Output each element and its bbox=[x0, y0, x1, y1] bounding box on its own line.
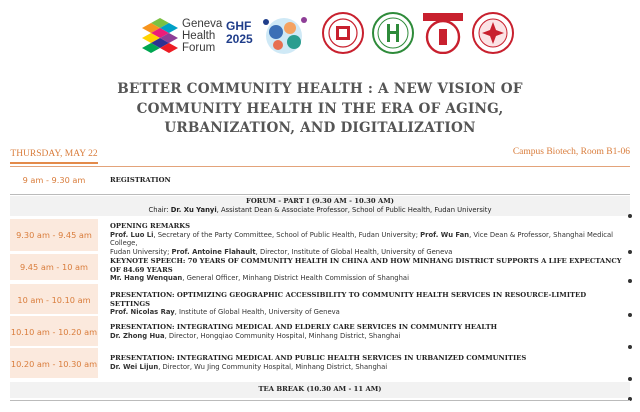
session-title: PRESENTATION: INTEGRATING MEDICAL AND PUBLIC HEALTH SERVICES IN URBANIZED COMMUNITIES bbox=[110, 354, 527, 362]
shanghai-medical-college-seal-icon bbox=[422, 12, 464, 54]
session-presentation-2 bbox=[10, 316, 630, 346]
tea-break-label: TEA BREAK (10.30 AM - 11 AM) bbox=[258, 385, 382, 393]
session-time: 9.30 am - 9.45 am bbox=[16, 230, 92, 240]
row-end-marker bbox=[628, 377, 632, 381]
tea-break-row bbox=[10, 382, 630, 400]
session-title: OPENING REMARKS bbox=[110, 222, 191, 230]
session-time: 10.10 am - 10.20 am bbox=[10, 327, 98, 337]
session-content bbox=[110, 222, 626, 256]
session-time: 10 am - 10.10 am bbox=[17, 295, 91, 305]
session-title: PRESENTATION: INTEGRATING MEDICAL AND ELDERLY CARE SERVICES IN COMMUNITY HEALTH bbox=[110, 323, 498, 331]
divider bbox=[10, 400, 630, 401]
session-content bbox=[110, 257, 626, 283]
session-registration bbox=[10, 168, 630, 190]
session-title: PRESENTATION: OPTIMIZING GEOGRAPHIC ACCESSIBILITY TO COMMUNITY HEALTH SERVICES IN RESOURCE-LIMITED SETTINGS bbox=[110, 291, 587, 308]
geneva-health-forum-logo bbox=[140, 16, 180, 56]
day-header bbox=[10, 146, 630, 166]
session-speaker: Dr. Wei Lijun, Director, Wu Jing Community Hospital, Minhang District, Shanghai bbox=[110, 362, 388, 371]
session-content bbox=[110, 176, 626, 185]
page-title bbox=[0, 80, 640, 139]
fudan-university-seal-icon bbox=[322, 12, 364, 54]
session-keynote bbox=[10, 254, 630, 283]
session-content bbox=[110, 354, 626, 371]
session-title: KEYNOTE SPEECH: 70 YEARS OF COMMUNITY HEALTH IN CHINA AND HOW MINHANG DISTRICT SUPPORTS A LIFE EXPECTANCY OF 84.69 YEARS bbox=[110, 257, 622, 274]
divider bbox=[10, 166, 630, 167]
session-speaker: Mr. Hang Wenquan, General Officer, Minhang District Health Commission of Shanghai bbox=[110, 274, 409, 283]
forum-banner bbox=[10, 196, 630, 216]
logo-bar bbox=[0, 10, 640, 62]
forum-part-header bbox=[10, 196, 630, 216]
session-speakers: Prof. Luo Li, Secretary of the Party Committee, School of Public Health, Fudan University; Prof. Wu Fan, Vice Dean & Professor, Shanghai Medical College, bbox=[110, 230, 614, 248]
session-time: 9.45 am - 10 am bbox=[20, 262, 88, 272]
session-presentation-3 bbox=[10, 348, 630, 378]
session-speaker: Dr. Zhong Hua, Director, Hongqiao Community Hospital, Minhang District, Shanghai bbox=[110, 331, 401, 340]
ghf-wordmark: Geneva Health Forum bbox=[182, 18, 223, 54]
title-line: BETTER COMMUNITY HEALTH : A NEW VISION OF bbox=[117, 81, 523, 97]
session-speakers-cont: Fudan University; Prof. Antoine Flahault, Director, Institute of Global Health, University of Geneva bbox=[110, 247, 453, 256]
session-opening-remarks bbox=[10, 219, 630, 256]
session-speaker: Prof. Nicolas Ray, Institute of Global Health, University of Geneva bbox=[110, 308, 340, 317]
venue-label: Campus Biotech, Room B1-06 bbox=[512, 147, 630, 157]
session-presentation-1 bbox=[10, 284, 630, 317]
ghf-2025-label: GHF 2025 bbox=[226, 19, 253, 46]
forum-chair: Chair: Dr. Xu Yanyi, Assistant Dean & Associate Professor, School of Public Health, Fudan University bbox=[148, 205, 492, 214]
ghf-illustration-icon bbox=[254, 12, 312, 58]
session-content bbox=[110, 323, 626, 340]
public-health-institute-seal-icon bbox=[372, 12, 414, 54]
divider bbox=[10, 194, 630, 195]
university-of-geneva-seal-icon bbox=[472, 12, 514, 54]
session-time: 9 am - 9.30 am bbox=[22, 175, 86, 185]
title-line: URBANIZATION, AND DIGITALIZATION bbox=[164, 120, 476, 136]
row-end-marker bbox=[628, 214, 632, 218]
session-content bbox=[110, 291, 626, 317]
title-line: COMMUNITY HEALTH IN THE ERA OF AGING, bbox=[136, 100, 504, 117]
row-end-marker bbox=[628, 279, 632, 283]
day-label: THURSDAY, MAY 22 bbox=[10, 146, 98, 164]
session-time: 10.20 am - 10.30 am bbox=[10, 359, 98, 369]
session-title: REGISTRATION bbox=[110, 176, 171, 184]
forum-title: FORUM - PART I (9.30 AM - 10.30 AM) bbox=[246, 197, 394, 205]
tea-break-banner bbox=[10, 382, 630, 398]
